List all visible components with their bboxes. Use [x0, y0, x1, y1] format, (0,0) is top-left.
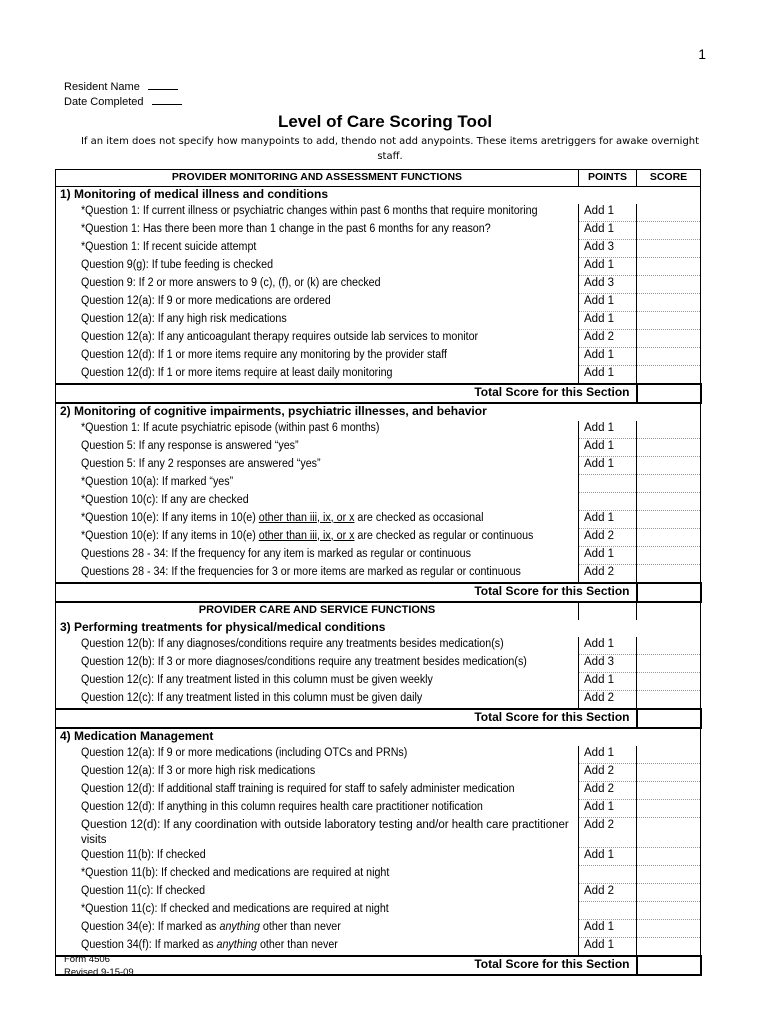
section-title: 4) Medication Management [56, 728, 701, 746]
points-value: Add 2 [579, 782, 637, 800]
points-value: Add 1 [579, 800, 637, 818]
table-row [56, 348, 701, 366]
table-row [56, 902, 701, 920]
section-total-row [56, 384, 701, 403]
criterion-label-underlined: other than iii, ix, or x [258, 511, 355, 524]
criterion-label [81, 529, 533, 544]
criterion-label-start: Question 34(e): If marked as [81, 920, 220, 933]
criterion-label-start: *Question 10(e): If any items in 10(e) [81, 511, 259, 524]
criterion-text [56, 691, 579, 710]
section-total-score-field[interactable] [637, 709, 701, 728]
criterion-text [56, 258, 579, 276]
criterion-label: Question 11(c): If checked [81, 884, 206, 897]
criterion-text [56, 366, 579, 385]
score-field[interactable] [637, 673, 701, 691]
date-completed-field[interactable] [152, 95, 182, 105]
criterion-label: *Question 1: If recent suicide attempt [81, 240, 257, 253]
criterion-label [81, 920, 341, 935]
points-value: Add 2 [579, 884, 637, 902]
table-row [56, 240, 701, 258]
section-title-row [56, 403, 701, 421]
criterion-text [56, 529, 579, 547]
points-value [579, 866, 637, 884]
criterion-text [56, 848, 579, 866]
score-field[interactable] [637, 439, 701, 457]
table-row [56, 366, 701, 385]
score-field[interactable] [637, 800, 701, 818]
score-field[interactable] [637, 457, 701, 475]
header-points: POINTS [579, 170, 637, 187]
section-total-row [56, 583, 701, 602]
section-total-score-field[interactable] [637, 956, 701, 975]
criterion-label: Question 12(d): If 1 or more items require any monitoring by the provider staff [81, 348, 447, 361]
scoring-table [55, 169, 702, 976]
section-total-label: Total Score for this Section [56, 709, 637, 728]
criterion-label: Question 12(d): If any coordination with outside laboratory testing and/or health care practitioner visits [81, 818, 569, 846]
criterion-text [56, 764, 579, 782]
points-value: Add 1 [579, 204, 637, 222]
score-field[interactable] [637, 746, 701, 764]
criterion-label: *Question 10(c): If any are checked [81, 493, 249, 506]
criterion-text [56, 330, 579, 348]
points-value: Add 1 [579, 258, 637, 276]
criterion-text [56, 655, 579, 673]
criterion-label: Question 12(d): If anything in this column requires health care practitioner notification [81, 800, 483, 813]
table-row [56, 457, 701, 475]
table-row [56, 547, 701, 565]
criterion-label: *Question 1: If acute psychiatric episode (within past 6 months) [81, 422, 380, 434]
criterion-text [56, 240, 579, 258]
points-value: Add 1 [579, 637, 637, 655]
table-row [56, 800, 701, 818]
section-subheader-points [579, 602, 637, 620]
criterion-label [81, 938, 338, 953]
page-title: Level of Care Scoring Tool [277, 112, 493, 131]
criterion-label-start: *Question 10(e): If any items in 10(e) [81, 529, 259, 542]
criterion-text [56, 204, 579, 222]
score-field[interactable] [637, 312, 701, 330]
score-field[interactable] [637, 240, 701, 258]
criterion-label-end: are checked as regular or continuous [354, 529, 534, 542]
criterion-text [56, 222, 579, 240]
criterion-label: Question 12(b): If 3 or more diagnoses/conditions require any treatment besides medication(s) [81, 655, 527, 668]
points-value: Add 2 [579, 529, 637, 547]
score-field[interactable] [637, 902, 701, 920]
points-value: Add 2 [579, 764, 637, 782]
criterion-text [56, 511, 579, 529]
points-value: Add 1 [579, 920, 637, 938]
criterion-label: Questions 28 - 34: If the frequencies for 3 or more items are marked as regular or continuous [81, 565, 521, 578]
points-value: Add 1 [579, 547, 637, 565]
score-field[interactable] [637, 421, 701, 439]
points-value: Add 1 [579, 746, 637, 764]
score-field[interactable] [637, 782, 701, 800]
criterion-label: Question 12(a): If 9 or more medications are ordered [81, 294, 331, 307]
score-field[interactable] [637, 366, 701, 385]
criterion-text [56, 439, 579, 457]
criterion-label: Question 5: If any response is answered “yes” [81, 439, 299, 452]
criterion-text [56, 673, 579, 691]
criterion-label: Question 12(a): If 9 or more medications (including OTCs and PRNs) [81, 747, 408, 759]
score-field[interactable] [637, 938, 701, 957]
score-field[interactable] [637, 764, 701, 782]
score-field[interactable] [637, 222, 701, 240]
footer [64, 953, 134, 979]
score-field[interactable] [637, 204, 701, 222]
criterion-text [56, 782, 579, 800]
table-row [56, 884, 701, 902]
points-value [579, 493, 637, 511]
points-value: Add 3 [579, 240, 637, 258]
score-field[interactable] [637, 529, 701, 547]
criterion-text [56, 884, 579, 902]
table-row [56, 258, 701, 276]
table-row [56, 866, 701, 884]
table-row [56, 439, 701, 457]
table-row [56, 938, 701, 957]
page-subtitle: If an item does not specify how manypoints to add, thendo not add anypoints. These items aretriggers for awake overnight staff. [80, 136, 700, 162]
criterion-label-end: are checked as occasional [354, 511, 484, 524]
points-value: Add 1 [579, 294, 637, 312]
section-title: 2) Monitoring of cognitive impairments, psychiatric illnesses, and behavior [56, 403, 701, 421]
criterion-label: *Question 1: Has there been more than 1 change in the past 6 months for any reason? [81, 222, 491, 235]
table-row [56, 920, 701, 938]
table-row [56, 475, 701, 493]
score-field[interactable] [637, 493, 701, 511]
section-title: 3) Performing treatments for physical/medical conditions [56, 620, 701, 637]
page-number: 1 [698, 46, 706, 62]
table-row [56, 294, 701, 312]
section-total-row [56, 709, 701, 728]
score-field[interactable] [637, 475, 701, 493]
criterion-text [56, 746, 579, 764]
criterion-label: Question 9: If 2 or more answers to 9 (c), (f), or (k) are checked [81, 276, 381, 289]
score-field[interactable] [637, 565, 701, 584]
criterion-text [56, 637, 579, 655]
section-total-label: Total Score for this Section [56, 384, 637, 403]
score-field[interactable] [637, 330, 701, 348]
table-row [56, 655, 701, 673]
points-value: Add 2 [579, 691, 637, 710]
criterion-label: Question 12(c): If any treatment listed in this column must be given weekly [81, 673, 433, 686]
criterion-label: Question 11(b): If checked [81, 848, 206, 861]
criterion-label-end: other than never [259, 920, 341, 933]
criterion-label: *Question 10(a): If marked “yes” [81, 475, 234, 488]
criterion-label: Question 5: If any 2 responses are answered “yes” [81, 457, 321, 470]
points-value: Add 1 [579, 511, 637, 529]
date-completed-line [64, 95, 182, 110]
points-value: Add 1 [579, 439, 637, 457]
points-value: Add 1 [579, 348, 637, 366]
points-value: Add 3 [579, 655, 637, 673]
points-value: Add 1 [579, 938, 637, 957]
criterion-text [56, 475, 579, 493]
table-row [56, 848, 701, 866]
resident-name-field[interactable] [148, 80, 178, 90]
criterion-text [56, 276, 579, 294]
criterion-label: Question 12(b): If any diagnoses/conditions require any treatments besides medication(s) [81, 638, 504, 650]
criterion-text [56, 920, 579, 938]
section-total-score-field[interactable] [637, 384, 701, 403]
score-field[interactable] [637, 511, 701, 529]
points-value: Add 1 [579, 312, 637, 330]
points-value: Add 1 [579, 457, 637, 475]
points-value: Add 1 [579, 222, 637, 240]
criterion-text [56, 348, 579, 366]
points-value: Add 1 [579, 421, 637, 439]
score-field[interactable] [637, 866, 701, 884]
criterion-label: Question 12(a): If any high risk medications [81, 312, 287, 325]
criterion-text [56, 938, 579, 957]
points-value: Add 1 [579, 366, 637, 385]
table-header-row [56, 170, 701, 187]
table-row [56, 673, 701, 691]
points-value: Add 1 [579, 673, 637, 691]
table-row [56, 493, 701, 511]
criterion-label-underlined: other than iii, ix, or x [258, 529, 355, 542]
table-row [56, 421, 701, 439]
section-total-label: Total Score for this Section [56, 583, 637, 602]
criterion-text [56, 294, 579, 312]
points-value: Add 3 [579, 276, 637, 294]
section-title-row [56, 187, 701, 205]
section-total-score-field[interactable] [637, 583, 701, 602]
section-subheader: PROVIDER CARE AND SERVICE FUNCTIONS [56, 602, 579, 620]
score-field[interactable] [637, 818, 701, 848]
criterion-text [56, 866, 579, 884]
criterion-label [81, 511, 483, 526]
table-row [56, 222, 701, 240]
criterion-label: Question 12(d): If 1 or more items require at least daily monitoring [81, 366, 393, 379]
score-field[interactable] [637, 691, 701, 710]
criterion-label: Question 12(a): If any anticoagulant therapy requires outside lab services to monitor [81, 330, 479, 343]
section-title-row [56, 728, 701, 746]
table-row [56, 529, 701, 547]
table-row [56, 276, 701, 294]
score-field[interactable] [637, 294, 701, 312]
table-row [56, 330, 701, 348]
points-value: Add 1 [579, 848, 637, 866]
criterion-label: Questions 28 - 34: If the frequency for any item is marked as regular or continuous [81, 547, 471, 560]
points-value: Add 2 [579, 330, 637, 348]
score-field[interactable] [637, 637, 701, 655]
form-number: Form 4506 [64, 954, 110, 965]
score-field[interactable] [637, 276, 701, 294]
criterion-text [56, 547, 579, 565]
table-row [56, 637, 701, 655]
score-field[interactable] [637, 884, 701, 902]
section-title: 1) Monitoring of medical illness and conditions [56, 187, 701, 205]
score-field[interactable] [637, 547, 701, 565]
header-fields [64, 80, 182, 110]
score-field[interactable] [637, 920, 701, 938]
score-field[interactable] [637, 348, 701, 366]
table-row [56, 746, 701, 764]
table-row [56, 511, 701, 529]
criterion-label: *Question 11(c): If checked and medications are required at night [81, 902, 389, 915]
points-value: Add 2 [579, 565, 637, 584]
criterion-text [56, 565, 579, 584]
revision-date: Revised 9-15-09 [64, 967, 134, 978]
section-total-label: Total Score for this Section [56, 956, 637, 975]
score-field[interactable] [637, 258, 701, 276]
score-field[interactable] [637, 848, 701, 866]
criterion-text [56, 902, 579, 920]
points-value [579, 902, 637, 920]
criterion-label-end: other than never [256, 938, 338, 951]
section-total-row [56, 956, 701, 975]
table-row [56, 691, 701, 710]
points-value [579, 475, 637, 493]
resident-name-label: Resident Name [64, 81, 140, 93]
table-row [56, 204, 701, 222]
table-row [56, 565, 701, 584]
date-completed-label: Date Completed [64, 96, 144, 108]
resident-name-line [64, 80, 182, 95]
criterion-label: Question 9(g): If tube feeding is checked [81, 258, 274, 271]
criterion-text [56, 800, 579, 818]
criterion-label: *Question 1: If current illness or psychiatric changes within past 6 months that require monitoring [81, 205, 538, 217]
section-subheader-row [56, 602, 701, 620]
criterion-label-start: Question 34(f): If marked as [81, 938, 217, 951]
score-field[interactable] [637, 655, 701, 673]
table-row [56, 312, 701, 330]
criterion-text [56, 421, 579, 439]
criterion-text [56, 818, 579, 848]
table-row [56, 818, 701, 848]
section-subheader-score [637, 602, 701, 620]
criterion-label-italic: anything [219, 920, 260, 933]
header-functions: PROVIDER MONITORING AND ASSESSMENT FUNCTIONS [56, 170, 579, 187]
points-value: Add 2 [579, 818, 637, 848]
section-title-row [56, 620, 701, 637]
header-score: SCORE [637, 170, 701, 187]
criterion-label: *Question 11(b): If checked and medications are required at night [81, 866, 390, 879]
criterion-label-italic: anything [216, 938, 257, 951]
criterion-text [56, 457, 579, 475]
criterion-text [56, 493, 579, 511]
criterion-text [56, 312, 579, 330]
table-row [56, 764, 701, 782]
criterion-label: Question 12(c): If any treatment listed in this column must be given daily [81, 691, 423, 704]
table-row [56, 782, 701, 800]
criterion-label: Question 12(d): If additional staff training is required for staff to safely administer medication [81, 782, 515, 795]
criterion-label: Question 12(a): If 3 or more high risk medications [81, 764, 316, 777]
